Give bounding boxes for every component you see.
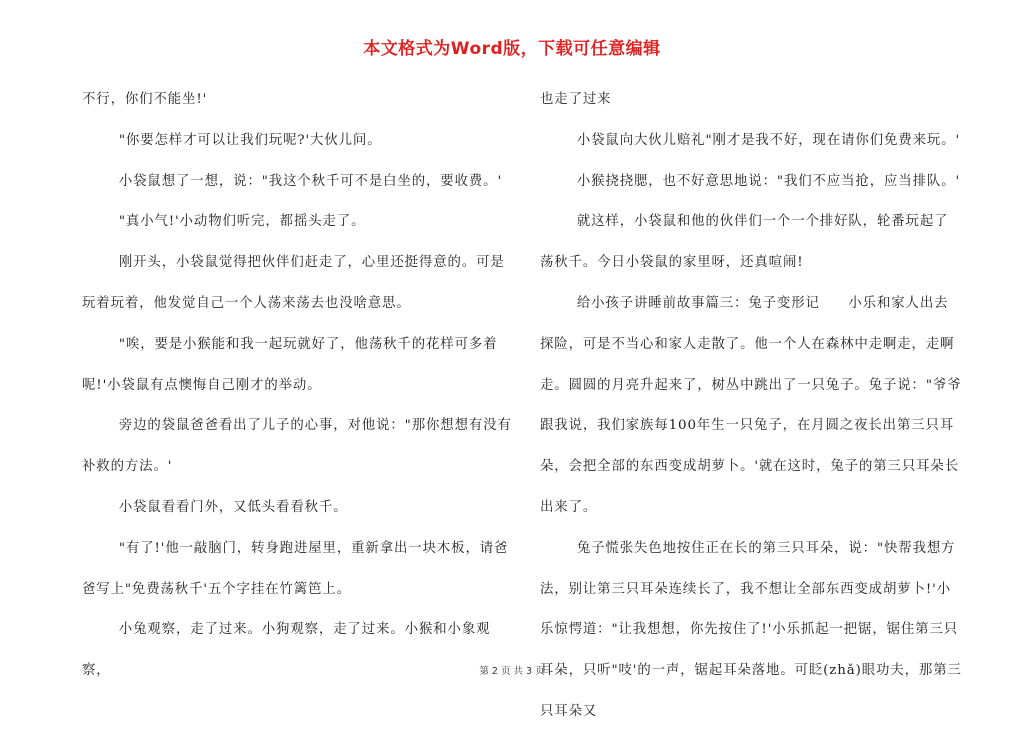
paragraph: "唉，要是小猴能和我一起玩就好了，他荡秋千的花样可多着呢!'小袋鼠有点懊悔自己刚才的举动。	[82, 336, 498, 393]
paragraph: 小袋鼠向大伙儿赔礼"刚才是我不好，现在请你们免费来玩。'	[576, 132, 961, 148]
document-header-title: 本文格式为Word版，下载可任意编辑	[363, 39, 661, 59]
paragraph: 小袋鼠看看门外，又低头看看秋千。	[118, 499, 348, 515]
paragraph: 就这样，小袋鼠和他的伙伴们一个一个排好队，轮番玩起了荡秋千。今日小袋鼠的家里呀，还真喧闹!	[540, 214, 949, 271]
left-text-column	[82, 80, 514, 692]
paragraph: "你要怎样才可以让我们玩呢?'大伙儿问。	[118, 132, 382, 148]
paragraph: 不行，你们不能坐!'	[82, 92, 208, 107]
paragraph: 也走了过来	[540, 92, 612, 107]
paragraph: 刚开头，小袋鼠觉得把伙伴们赶走了，心里还挺得意的。可是玩着玩着，他发觉自己一个人荡来荡去也没啥意思。	[82, 255, 505, 311]
right-text-column	[540, 80, 962, 733]
paragraph: 小兔观察，走了过来。小狗观察，走了过来。小猴和小象观察，	[82, 622, 491, 679]
paragraph: 兔子慌张失色地按住正在长的第三只耳朵，说："快帮我想方法，别让第三只耳朵连续长了，我不想让全部东西变成胡萝卜!'小乐惊愕道："让我想想，你先按住了!'小乐抓起一把锯，锯住第三只耳朵，只听"吱'的一声，锯起耳朵落地。可眨(zhǎ)眼功夫，那第三只耳朵又	[540, 540, 962, 719]
paragraph: 小袋鼠想了一想，说："我这个秋千可不是白坐的，要收费。'	[118, 173, 503, 189]
paragraph: 小猴挠挠腮，也不好意思地说："我们不应当抢，应当排队。'	[576, 173, 961, 189]
paragraph: 给小孩子讲睡前故事篇三：兔子变形记 小乐和家人出去探险，可是不当心和家人走散了。他一个人在森林中走啊走，走啊走。圆圆的月亮升起来了，树丛中跳出了一只兔子。兔子说："爷爷跟我说，我们家族每100年生一只兔子，在月圆之夜长出第三只耳朵，会把全部的东西变成胡萝卜。'就在这时，兔子的第三只耳朵长出来了。	[540, 295, 962, 515]
paragraph: "有了!'他一敲脑门，转身跑进屋里，重新拿出一块木板，请爸爸写上"免费荡秋千'五个字挂在竹篱笆上。	[82, 540, 509, 597]
page-number-footer: 第 2 页 共 3 页	[479, 666, 545, 677]
paragraph: 旁边的袋鼠爸爸看出了儿子的心事，对他说："那你想想有没有补救的方法。'	[82, 418, 512, 475]
paragraph: "真小气!'小动物们听完，都摇头走了。	[118, 214, 366, 230]
